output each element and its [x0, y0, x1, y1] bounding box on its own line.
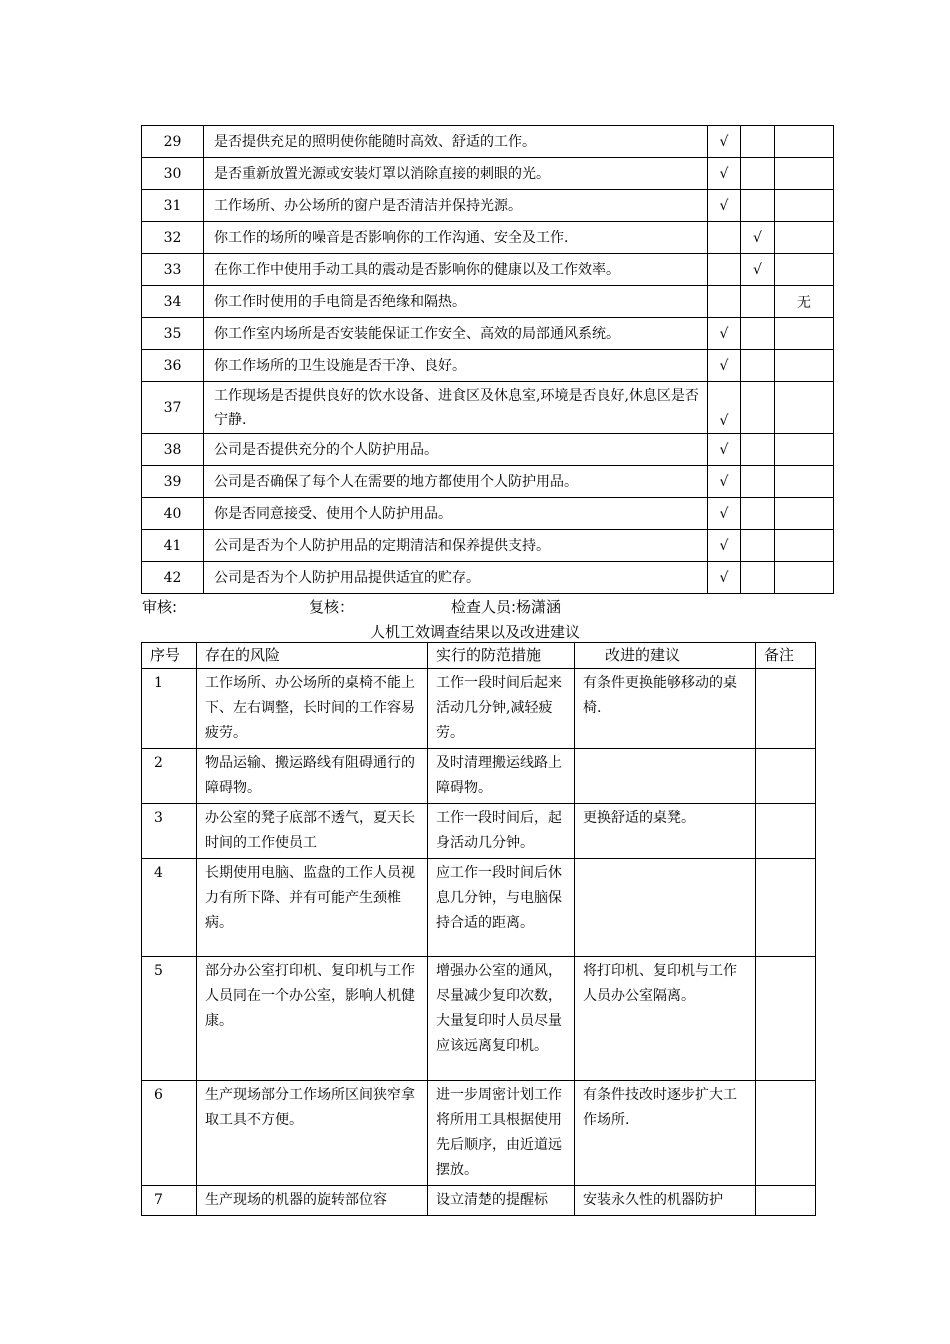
note-cell — [756, 1081, 816, 1186]
row-number: 2 — [142, 749, 197, 804]
mark-no — [741, 498, 775, 530]
suggest-cell: 有条件技改时逐步扩大工作场所. — [575, 1081, 756, 1186]
results-row — [142, 749, 816, 804]
measure-cell: 进一步周密计划工作将所用工具根据使用先后顺序，由近道远摆放。 — [428, 1081, 575, 1186]
question: 你工作室内场所是否安装能保证工作安全、高效的局部通风系统。 — [204, 318, 708, 350]
row-number: 1 — [142, 669, 197, 749]
checklist-table — [141, 125, 834, 594]
note-cell — [756, 1186, 816, 1216]
header-no: 序号 — [142, 643, 197, 669]
row-number: 41 — [142, 530, 204, 562]
mark-yes: √ — [708, 466, 741, 498]
mark-na — [775, 158, 834, 190]
mark-no — [741, 318, 775, 350]
checklist-row — [142, 498, 834, 530]
mark-yes: √ — [708, 158, 741, 190]
checklist-row — [142, 562, 834, 594]
note-cell — [756, 859, 816, 957]
note-cell — [756, 957, 816, 1081]
row-number: 37 — [142, 382, 204, 434]
checklist-row — [142, 286, 834, 318]
question: 工作场所、办公场所的窗户是否清洁并保持光源。 — [204, 190, 708, 222]
mark-no: √ — [741, 254, 775, 286]
checklist-row — [142, 530, 834, 562]
measure-cell: 及时清理搬运线路上障碍物。 — [428, 749, 575, 804]
risk-cell: 部分办公室打印机、复印机与工作人员同在一个办公室，影响人机健康。 — [197, 957, 428, 1081]
mark-yes: √ — [708, 190, 741, 222]
checklist-row — [142, 466, 834, 498]
row-number: 30 — [142, 158, 204, 190]
question: 公司是否提供充分的个人防护用品。 — [204, 434, 708, 466]
results-table — [141, 642, 816, 1216]
mark-no — [741, 382, 775, 434]
mark-no — [741, 350, 775, 382]
question: 是否重新放置光源或安装灯罩以消除直接的刺眼的光。 — [204, 158, 708, 190]
mark-na — [775, 382, 834, 434]
question: 你是否同意接受、使用个人防护用品。 — [204, 498, 708, 530]
mark-na — [775, 254, 834, 286]
risk-cell: 办公室的凳子底部不透气，夏天长时间的工作使员工 — [197, 804, 428, 859]
results-row — [142, 669, 816, 749]
mark-no — [741, 158, 775, 190]
mark-yes: √ — [708, 318, 741, 350]
results-row — [142, 1081, 816, 1186]
row-number: 5 — [142, 957, 197, 1081]
suggest-cell: 更换舒适的桌凳。 — [575, 804, 756, 859]
mark-yes: √ — [708, 498, 741, 530]
row-number: 38 — [142, 434, 204, 466]
risk-cell: 物品运输、搬运路线有阻碍通行的障碍物。 — [197, 749, 428, 804]
risk-cell: 工作场所、办公场所的桌椅不能上下、左右调整，长时间的工作容易疲劳。 — [197, 669, 428, 749]
row-number: 36 — [142, 350, 204, 382]
results-row — [142, 859, 816, 957]
risk-cell: 生产现场的机器的旋转部位容 — [197, 1186, 428, 1216]
measure-cell: 工作一段时间后，起身活动几分钟。 — [428, 804, 575, 859]
mark-yes: √ — [708, 562, 741, 594]
mark-yes: √ — [708, 530, 741, 562]
row-number: 7 — [142, 1186, 197, 1216]
row-number: 34 — [142, 286, 204, 318]
mark-no: √ — [741, 222, 775, 254]
mark-no — [741, 190, 775, 222]
mark-no — [741, 126, 775, 158]
suggest-cell: 安装永久性的机器防护 — [575, 1186, 756, 1216]
results-row — [142, 1186, 816, 1216]
risk-cell: 长期使用电脑、监盘的工作人员视力有所下降、并有可能产生颈椎病。 — [197, 859, 428, 957]
checklist-row — [142, 158, 834, 190]
mark-na — [775, 498, 834, 530]
row-number: 6 — [142, 1081, 197, 1186]
checklist-row — [142, 318, 834, 350]
measure-cell: 应工作一段时间后休息几分钟，与电脑保持合适的距离。 — [428, 859, 575, 957]
row-number: 42 — [142, 562, 204, 594]
checklist-row — [142, 350, 834, 382]
question: 你工作时使用的手电筒是否绝缘和隔热。 — [204, 286, 708, 318]
mark-na — [775, 350, 834, 382]
row-number: 33 — [142, 254, 204, 286]
checklist-row — [142, 382, 834, 434]
suggest-cell: 将打印机、复印机与工作人员办公室隔离。 — [575, 957, 756, 1081]
mark-na — [775, 318, 834, 350]
header-note: 备注 — [756, 643, 816, 669]
row-number: 3 — [142, 804, 197, 859]
question: 在你工作中使用手动工具的震动是否影响你的健康以及工作效率。 — [204, 254, 708, 286]
question: 是否提供充足的照明使你能随时高效、舒适的工作。 — [204, 126, 708, 158]
mark-no — [741, 286, 775, 318]
mark-na — [775, 466, 834, 498]
header-suggest: 改进的建议 — [575, 643, 756, 669]
measure-cell: 工作一段时间后起来活动几分钟,减轻疲劳。 — [428, 669, 575, 749]
checklist-row — [142, 254, 834, 286]
mark-no — [741, 434, 775, 466]
mark-yes — [708, 286, 741, 318]
suggest-cell — [575, 859, 756, 957]
mark-na — [775, 530, 834, 562]
mark-no — [741, 530, 775, 562]
recheck-label: 复核： — [309, 598, 355, 616]
mark-yes — [708, 222, 741, 254]
checklist-row — [142, 190, 834, 222]
mark-na — [775, 126, 834, 158]
mark-yes: √ — [708, 434, 741, 466]
mark-yes — [708, 254, 741, 286]
header-measure: 实行的防范措施 — [428, 643, 575, 669]
question: 工作现场是否提供良好的饮水设备、进食区及休息室,环境是否良好,休息区是否宁静. — [204, 382, 708, 434]
mark-no — [741, 562, 775, 594]
question: 你工作场所的卫生设施是否干净、良好。 — [204, 350, 708, 382]
mark-na: 无 — [775, 286, 834, 318]
row-number: 32 — [142, 222, 204, 254]
row-number: 29 — [142, 126, 204, 158]
row-number: 31 — [142, 190, 204, 222]
question: 公司是否为个人防护用品提供适宜的贮存。 — [204, 562, 708, 594]
note-cell — [756, 804, 816, 859]
suggest-cell: 有条件更换能够移动的桌椅. — [575, 669, 756, 749]
header-risk: 存在的风险 — [197, 643, 428, 669]
note-cell — [756, 749, 816, 804]
mark-na — [775, 434, 834, 466]
mark-no — [741, 466, 775, 498]
row-number: 40 — [142, 498, 204, 530]
checklist-row — [142, 222, 834, 254]
results-row — [142, 957, 816, 1081]
review-label: 审核: — [142, 598, 178, 616]
question: 公司是否确保了每个人在需要的地方都使用个人防护用品。 — [204, 466, 708, 498]
inspector-label: 检查人员:杨潇涵 — [451, 598, 562, 616]
row-number: 39 — [142, 466, 204, 498]
measure-cell: 设立清楚的提醒标 — [428, 1186, 575, 1216]
risk-cell: 生产现场部分工作场所区间狭窄拿取工具不方便。 — [197, 1081, 428, 1186]
row-number: 4 — [142, 859, 197, 957]
mark-yes: √ — [708, 382, 741, 434]
results-header-row — [142, 643, 816, 669]
row-number: 35 — [142, 318, 204, 350]
measure-cell: 增强办公室的通风，尽量减少复印次数，大量复印时人员尽量应该远离复印机。 — [428, 957, 575, 1081]
note-cell — [756, 669, 816, 749]
checklist-row — [142, 126, 834, 158]
results-title: 人机工效调查结果以及改进建议 — [369, 623, 580, 641]
mark-yes: √ — [708, 350, 741, 382]
mark-na — [775, 190, 834, 222]
suggest-cell — [575, 749, 756, 804]
mark-yes: √ — [708, 126, 741, 158]
mark-na — [775, 562, 834, 594]
checklist-row — [142, 434, 834, 466]
question: 你工作的场所的噪音是否影响你的工作沟通、安全及工作. — [204, 222, 708, 254]
results-row — [142, 804, 816, 859]
question: 公司是否为个人防护用品的定期清洁和保养提供支持。 — [204, 530, 708, 562]
mark-na — [775, 222, 834, 254]
